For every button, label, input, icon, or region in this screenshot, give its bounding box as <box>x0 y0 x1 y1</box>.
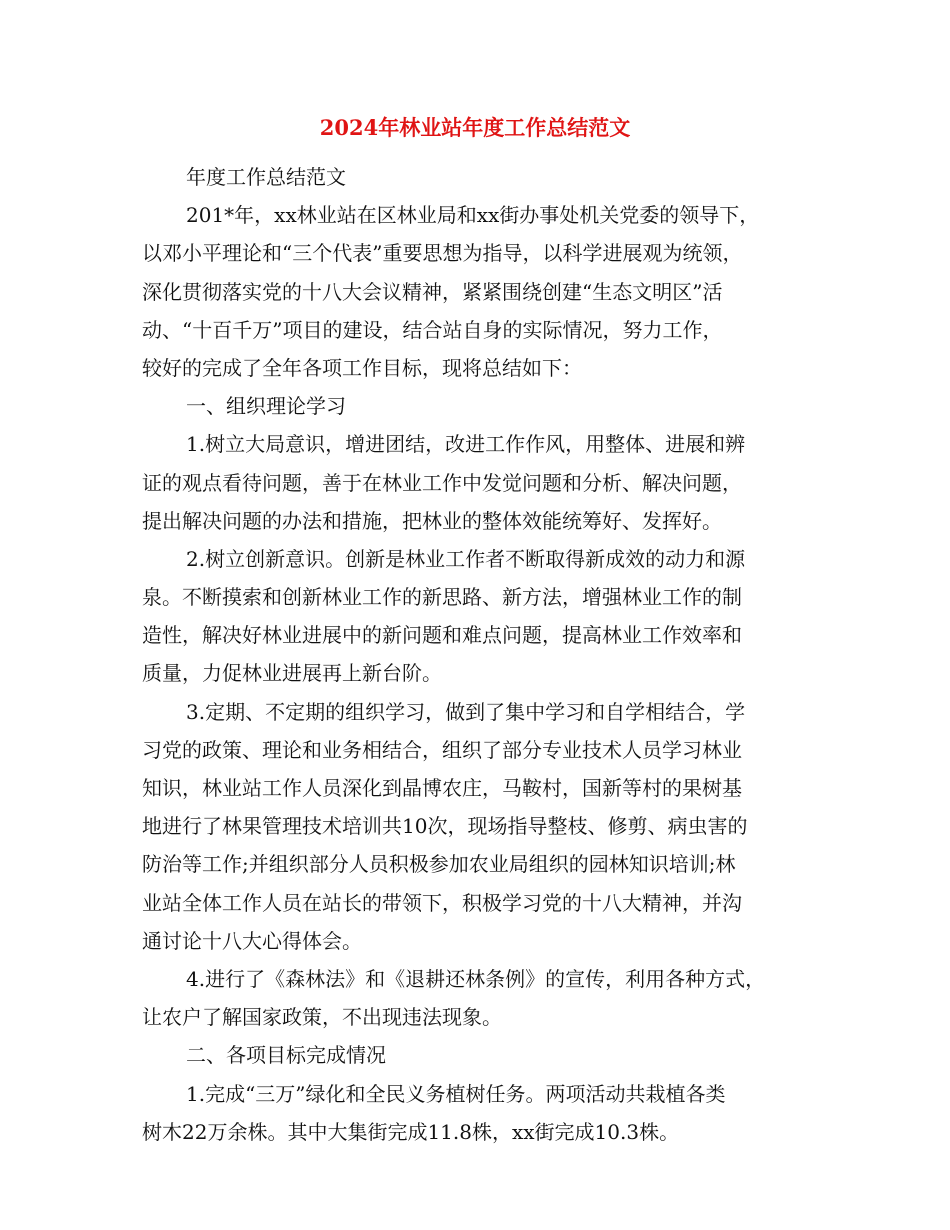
text-line: 质量，力促林业进展再上新台阶。 <box>142 661 442 686</box>
text-line: 以邓小平理论和“三个代表”重要思想为指导，以科学进展观为统领， <box>142 241 743 266</box>
text-line: 1.树立大局意识，增进团结，改进工作作风，用整体、进展和辨 <box>186 432 746 457</box>
text-line: 4.进行了《森林法》和《退耕还林条例》的宣传，利用各种方式， <box>186 966 766 991</box>
text-line: 2.树立创新意识。创新是林业工作者不断取得新成效的动力和源 <box>186 546 746 571</box>
text-line: 较好的完成了全年各项工作目标，现将总结如下： <box>142 355 582 380</box>
document-title: 2024年林业站年度工作总结范文 <box>319 115 631 140</box>
text-line: 业站全体工作人员在站长的带领下，积极学习党的十八大精神，并沟 <box>142 890 742 915</box>
text-line: 3.定期、不定期的组织学习，做到了集中学习和自学相结合，学 <box>186 699 746 724</box>
text-line: 防治等工作;并组织部分人员积极参加农业局组织的园林知识培训;林 <box>142 852 736 877</box>
text-line: 通讨论十八大心得体会。 <box>142 928 362 953</box>
text-line: 提出解决问题的办法和措施，把林业的整体效能统筹好、发挥好。 <box>142 508 722 533</box>
text-line: 习党的政策、理论和业务相结合，组织了部分专业技术人员学习林业 <box>142 737 742 762</box>
text-line: 证的观点看待问题，善于在林业工作中发觉问题和分析、解决问题， <box>142 470 742 495</box>
text-line: 让农户了解国家政策，不出现违法现象。 <box>142 1005 502 1030</box>
text-line: 二、各项目标完成情况 <box>186 1043 386 1068</box>
text-line: 造性，解决好林业进展中的新问题和难点问题，提高林业工作效率和 <box>142 623 742 648</box>
text-line: 201*年，xx林业站在区林业局和xx街办事处机关党委的领导下， <box>186 203 760 228</box>
document-body <box>142 158 814 1151</box>
text-line: 树木22万余株。其中大集街完成11.8株，xx街完成10.3株。 <box>142 1119 680 1144</box>
text-line: 地进行了林果管理技术培训共10次，现场指导整枝、修剪、病虫害的 <box>142 814 748 839</box>
text-line: 泉。不断摸索和创新林业工作的新思路、新方法，增强林业工作的制 <box>142 585 742 610</box>
text-line: 一、组织理论学习 <box>186 394 346 419</box>
text-line: 动、“十百千万”项目的建设，结合站自身的实际情况，努力工作， <box>142 317 723 342</box>
text-line: 深化贯彻落实党的十八大会议精神，紧紧围绕创建“生态文明区”活 <box>142 279 723 304</box>
text-line: 1.完成“三万”绿化和全民义务植树任务。两项活动共栽植各类 <box>186 1081 726 1106</box>
text-line: 知识，林业站工作人员深化到晶博农庄，马鞍村，国新等村的果树基 <box>142 776 742 800</box>
text-line: 年度工作总结范文 <box>186 165 346 189</box>
